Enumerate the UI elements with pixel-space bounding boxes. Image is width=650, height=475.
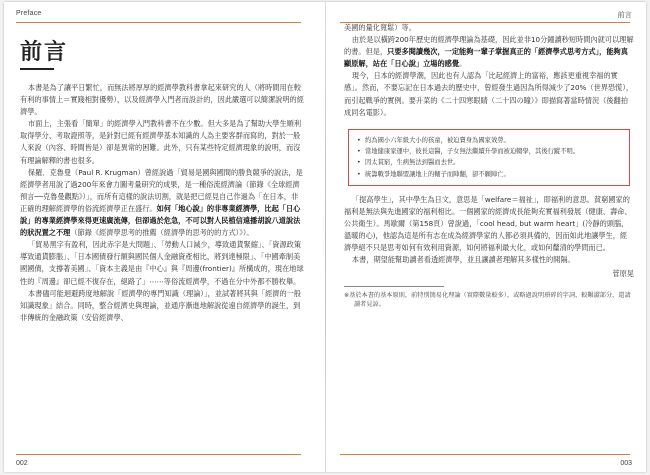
- list-item: • 因太貧窮，生病無法到醫而去世。: [357, 157, 621, 168]
- continued-line: 美國的量化寬鬆）等。: [344, 23, 416, 32]
- footnotes: [344, 291, 634, 310]
- left-page: [4, 2, 324, 472]
- list-item: • 當地健康家運中，彼長這醫，子女無法繼續升學而被迫輟學，其後行蹤不明。: [357, 146, 621, 157]
- title-underline: [20, 68, 54, 70]
- running-header: 前言: [617, 12, 632, 19]
- highlight-box: [348, 129, 630, 186]
- left-body-text: [20, 82, 305, 324]
- paragraph: [344, 34, 634, 70]
- bold-phrase: 只要多閱讀幾次，一定能夠一輩子掌握真正的「經濟學式思考方式」，能夠真顯原解，站在「日心說」立場的感覺: [344, 47, 628, 69]
- notes-divider: [344, 286, 444, 287]
- bold-phrase: 如何「地心說」的非專業經濟學，比起「日心說」的專業經濟學來得更速廣流傳，但卻過於危急，不可以對人民植信遠播胡說八道說法的狀況置之不理: [20, 203, 301, 238]
- author-signature: 菅原晃: [612, 268, 634, 278]
- paragraph: 本書，期望能幫助讀者看透經濟學，並且讓讀者理解其多樣性的開隔。: [351, 255, 575, 265]
- paragraph: 「提高學生」，其中學生為日文，意思是「welfare＝福祉」，即福利的意思。貧窮國家的福利是無法與先進國家的福利相比。一個國家的經濟成長能夠充實福利發展（健康、壽命、公共衛生）。馬歇爾（第158頁）曾說過，「cool head, but warm heart」(冷靜的頭腦，溫暖的心)，他認為這是所有志在成為經濟學家的人都必須具備的，因而如此地讓學生，經濟學絕不只是思考如何有效利用資源，如何將福利最大化，或如何釐清的學問而已。: [344, 194, 632, 253]
- footnote: ※基於本書的基本原則，前特別簡易化理論（實際數量較多），或略過說明瑣碎的字詞、較艱澀部分，還請讀者見諒。: [344, 291, 631, 309]
- footer-rule: [340, 454, 630, 455]
- citation: （節錄《經濟學思考的推薦（經濟學的思考的的方式）》）。: [70, 228, 254, 238]
- paragraph-text: 由於是以橫跨200年歷史的經濟學理論為基礎，因此並非10分鐘讀秒短時間內就可以理解的書。但是，: [344, 35, 634, 57]
- right-body-text: [344, 22, 634, 310]
- list-item: • 統籌戰爭地聯盟讓地上的輔子而陣翻，卻不願陣亡。: [357, 169, 621, 180]
- list-item: • 約為國小六年級大小的孩童，被迫賣身為國家效勞。: [357, 135, 621, 146]
- paragraph-text: 保羅．克魯曼（Paul R. Krugman）曾經說過「貿易是國與國間的勝負競爭的說法，是經濟學者用說了過200年來會力圖考量研究的成果，是一種俗流經濟論（節錄《全球經濟預言──克魯曼觀點》）」，而所有這樣的說法切割，就是把已經見自己作過為「在日本，非正確的理解經濟學的俗流經濟學正在盛行。: [20, 167, 303, 213]
- paragraph: [20, 167, 305, 240]
- paragraph-end: 。: [459, 59, 467, 69]
- footer-rule: [16, 454, 301, 455]
- paragraph: 市面上，主張看「簡單」的經濟學入門教科書不在少數。但大多是為了幫助大學生順利取得學分、考取證照等，是針對已經有經濟學基本知識的人為主要客群而寫的，對於一般人來說（內容、時間皆是）卻是異常的困難。此外，只有某些特定經濟現象的說明，而沒有理論解釋的書也很多。: [20, 119, 302, 165]
- header-rule: [16, 22, 301, 23]
- page-number: 003: [620, 460, 632, 467]
- paragraph: 「貿易黑字有盈利，因此赤字是大問題」、「勞動人口減少，導致通貨緊縮」、「資源政策導致通貨膨脹」、「日本國債發行額與國民個人金融資產相比，將到達極限」、「中國牽制美國國債，支撐著美國」、「資本主義是由『中心』與『周邊(frontier)』所構成的，現在地球性的『周邊』卻已經不復存在，絕路了」⋯⋯等俗流經濟學，不過在分中外都不勝枚舉。: [20, 240, 304, 286]
- paragraph: 本書儘可能迴避跨度地解說「經濟學的專門知識（理論）」，並試著將其與「經濟的一般知識現象」結合。同時，整合經濟史與理論，並通序漸進地解說從遠自經濟學的誕生，到非傳統的金融政策（安倍經濟學、: [20, 288, 302, 322]
- paragraph: 現今，日本的經濟學潮，因此也有人認為「比起經濟上的富裕，應該更重視幸福的實感」。然而，不要忘記在日本過去的歷史中，曾經發生過因為所得減少了20%（世界恐慌），而引起戰爭的實例。要升菜的《二十四寒眼睛（二十四の瞳）》即描寫著當時情況（後翻拍成同名電影）。: [344, 71, 634, 117]
- book-spread: [4, 2, 646, 472]
- paragraph: 本書是為了讓平日繁忙，而無法將厚厚的經濟學教科書拿起來研究的人（將時間用在較有利的事情上＝實踐相對優勢），以及經濟學入門者而設計的，因此嚴選可以簡潔說明的經濟學。: [20, 83, 304, 117]
- page-title: 前言: [20, 39, 69, 65]
- right-page: [326, 2, 646, 472]
- running-header: Preface: [16, 10, 42, 17]
- page-number: 002: [16, 460, 28, 467]
